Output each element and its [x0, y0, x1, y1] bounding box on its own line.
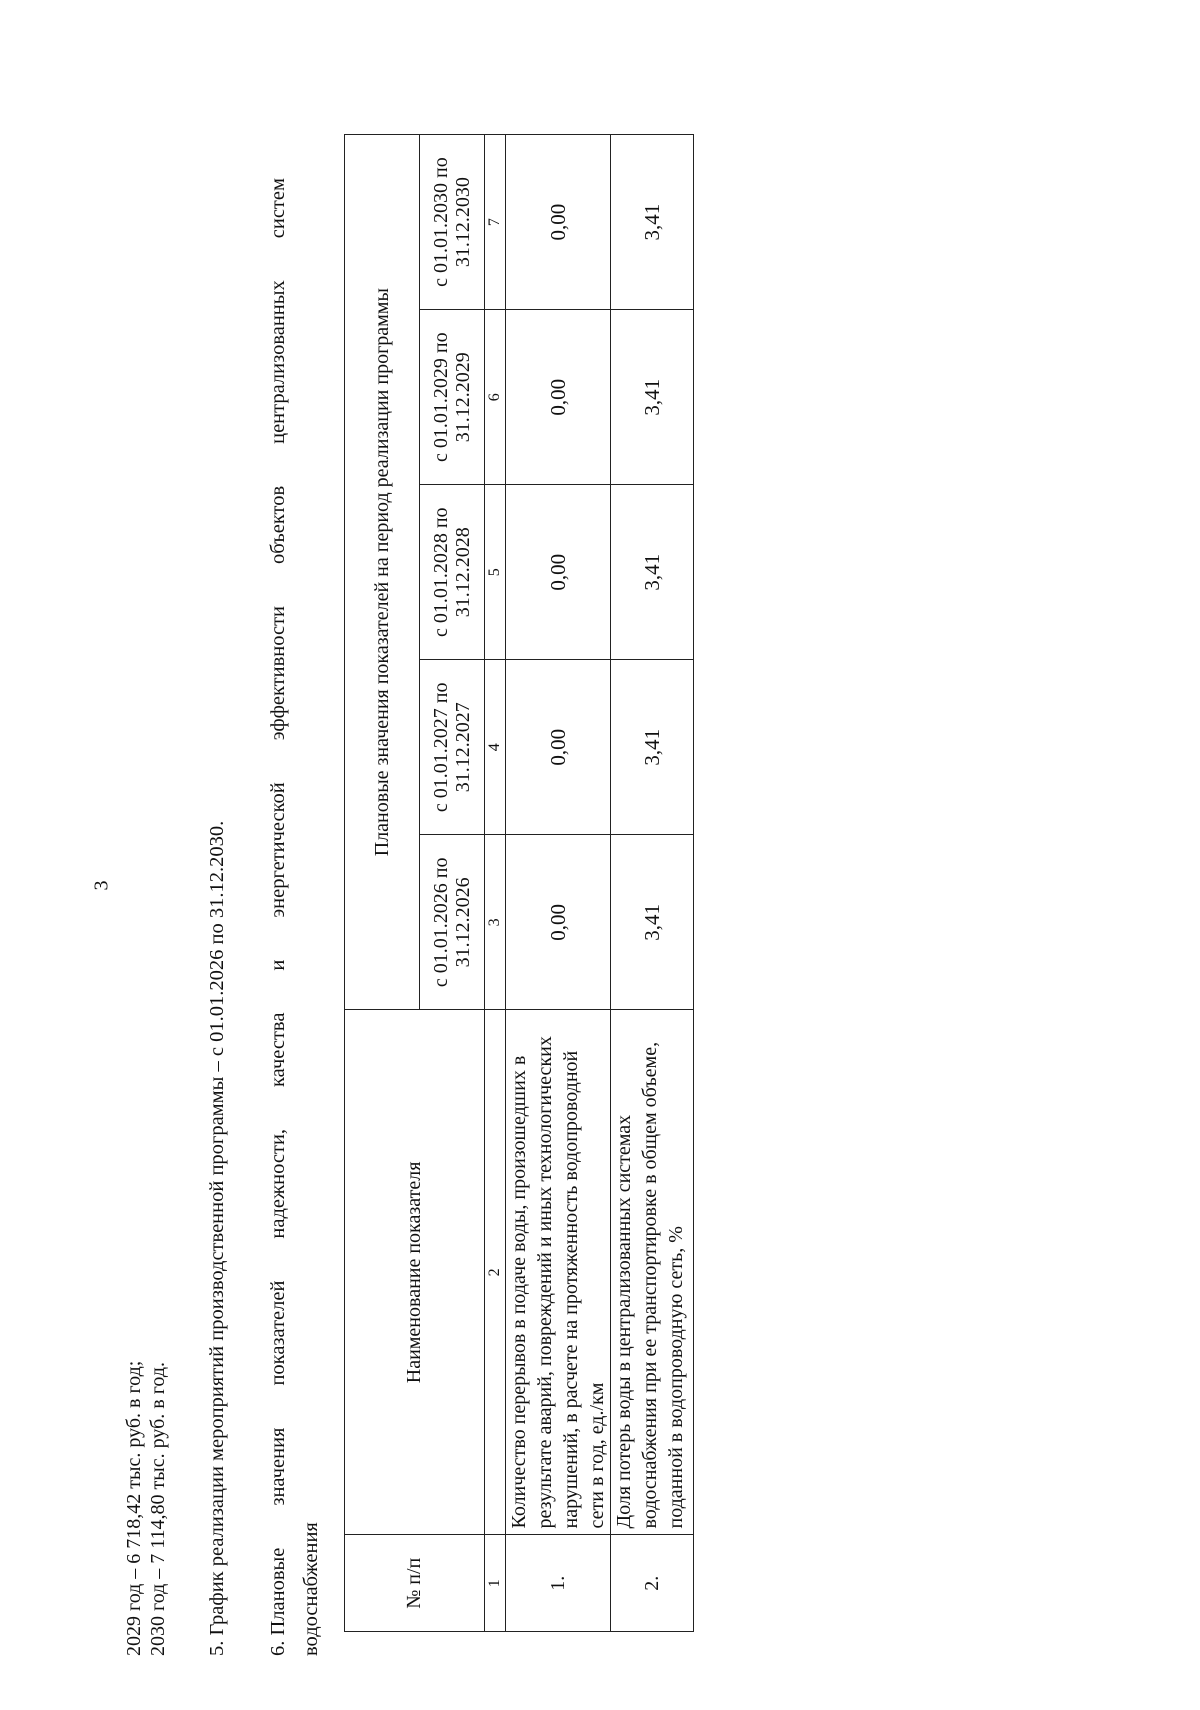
column-number: 2	[485, 1010, 506, 1535]
table-row	[506, 135, 611, 1632]
page-number: 3	[90, 880, 113, 891]
indicator-value: 0,00	[506, 660, 611, 835]
column-number: 6	[485, 310, 506, 485]
column-number: 3	[485, 835, 506, 1010]
period-2029: с 01.01.2029 по 31.12.2029	[420, 310, 485, 485]
indicator-value: 3,41	[611, 135, 694, 310]
section-6-word: объектов	[267, 485, 289, 565]
row-number: 2.	[611, 1535, 694, 1632]
section-6-word: 6. Плановые	[267, 1547, 289, 1656]
indicator-name: Количество перерывов в подаче воды, произошедших в результате аварий, повреждений и иных технологических нарушений, в расчете на протяженность водопроводной сети в год, ед./км	[506, 1010, 611, 1535]
section-6-word: показателей	[267, 1280, 289, 1386]
intro-line-2029: 2029 год – 6 718,42 тыс. руб. в год;	[123, 1360, 145, 1656]
section-6-line-1	[262, 178, 295, 1656]
section-6-word: и	[267, 959, 289, 971]
header-name	[345, 1010, 485, 1535]
section-6-line-2: водоснабжения	[300, 1522, 322, 1656]
section-6-word: централизованных	[267, 280, 289, 444]
section-6-word: надежности,	[267, 1128, 289, 1239]
column-number: 1	[485, 1535, 506, 1632]
period-2026: с 01.01.2026 по 31.12.2026	[420, 835, 485, 1010]
rotated-content	[122, 96, 1200, 1656]
indicator-value: 0,00	[506, 135, 611, 310]
indicator-name: Доля потерь воды в централизованных системах водоснабжения при ее транспортировке в общем объеме, поданной в водопроводную сеть, %	[611, 1010, 694, 1535]
period-2027: с 01.01.2027 по 31.12.2027	[420, 660, 485, 835]
indicator-value: 3,41	[611, 660, 694, 835]
column-number: 4	[485, 660, 506, 835]
indicator-value: 0,00	[506, 485, 611, 660]
section-6-word: систем	[267, 178, 289, 239]
column-number: 7	[485, 135, 506, 310]
header-period: Плановые значения показателей на период реализации программы	[345, 135, 420, 1010]
section-6-word: энергетической	[267, 782, 289, 918]
indicators-table	[344, 134, 694, 1632]
column-number: 5	[485, 485, 506, 660]
header-num	[345, 1535, 485, 1632]
period-2028: с 01.01.2028 по 31.12.2028	[420, 485, 485, 660]
section-6-word: значения	[267, 1427, 289, 1506]
indicator-value: 0,00	[506, 310, 611, 485]
indicator-value: 3,41	[611, 835, 694, 1010]
indicator-value: 3,41	[611, 310, 694, 485]
section-5-text: 5. График реализации мероприятий производственной программы – с 01.01.2026 по 31.12.2030.	[206, 820, 228, 1656]
indicator-value: 3,41	[611, 485, 694, 660]
intro-line-2030: 2030 год – 7 114,80 тыс. руб. в год.	[147, 1361, 169, 1656]
section-6-heading	[262, 178, 328, 1656]
indicator-value: 0,00	[506, 835, 611, 1010]
table-row	[611, 135, 694, 1632]
header-name-label: Наименование показателя	[403, 1161, 425, 1384]
header-num-label: № п/п	[403, 1557, 425, 1609]
section-6-word: эффективности	[267, 605, 289, 741]
row-number: 1.	[506, 1535, 611, 1632]
section-6-word: качества	[267, 1012, 289, 1087]
period-2030: с 01.01.2030 по 31.12.2030	[420, 135, 485, 310]
